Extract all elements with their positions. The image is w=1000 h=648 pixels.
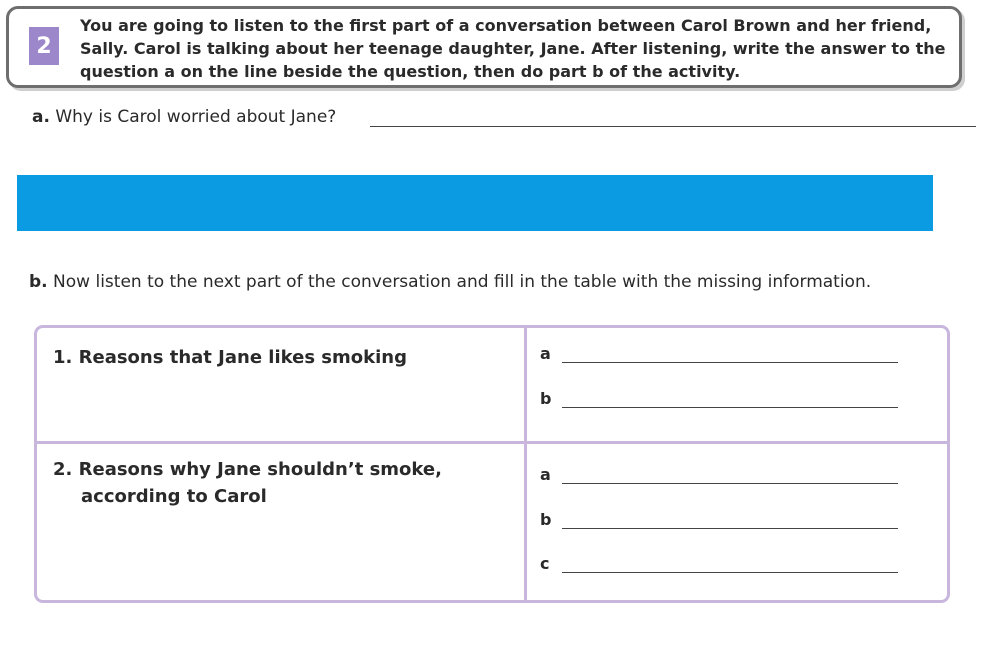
row2-blank-c-line[interactable]	[562, 572, 898, 573]
answer-table	[34, 325, 950, 603]
question-b	[29, 272, 871, 292]
question-a-letter: a.	[32, 107, 50, 127]
row2-label-line1: 2. Reasons why Jane shouldn’t smoke,	[53, 459, 442, 480]
exercise-number-badge: 2	[29, 27, 59, 65]
row1-blank-b-letter: b	[540, 389, 552, 408]
row2-blank-c-letter: c	[540, 554, 550, 573]
table-column-divider	[524, 328, 527, 600]
row2-blank-a-line[interactable]	[562, 483, 898, 484]
table-row-divider	[37, 441, 947, 444]
question-a	[32, 107, 336, 127]
instruction-text: You are going to listen to the first part of a conversation between Carol Brown and her friend, Sally. Carol is talking about her teenage daughter, Jane. After listening, write the answer to the question a on the line beside the question, then do part b of the activity.	[80, 16, 946, 81]
question-b-text: Now listen to the next part of the conversation and fill in the table with the missing information.	[53, 272, 872, 292]
question-a-answer-line[interactable]	[370, 126, 976, 127]
row1-blank-b-line[interactable]	[562, 407, 898, 408]
row2-blank-a-letter: a	[540, 465, 551, 484]
row1-blank-a-line[interactable]	[562, 362, 898, 363]
question-a-text: Why is Carol worried about Jane?	[55, 107, 337, 127]
row2-blank-b-letter: b	[540, 510, 552, 529]
instruction-box	[6, 6, 962, 88]
row2-label-line2: according to Carol	[81, 486, 267, 507]
row1-label: 1. Reasons that Jane likes smoking	[53, 347, 407, 368]
answer-input-band[interactable]	[17, 175, 933, 231]
row2-blank-b-line[interactable]	[562, 528, 898, 529]
question-b-letter: b.	[29, 272, 48, 292]
row2-label	[53, 456, 442, 510]
row1-blank-a-letter: a	[540, 344, 551, 363]
